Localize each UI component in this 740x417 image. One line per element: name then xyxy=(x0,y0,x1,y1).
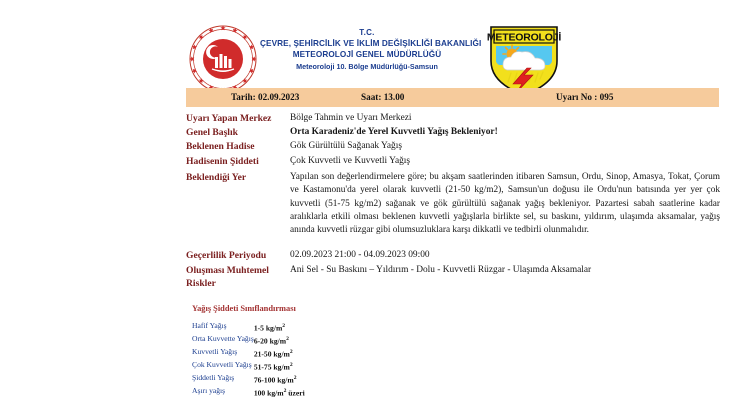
label-validity-period: Geçerlilik Periyodu xyxy=(186,249,267,261)
classification-row-value: 100 $kg/m^2$ üzeri xyxy=(253,387,305,398)
time-label: Saat: 13.00 xyxy=(361,92,405,102)
turkish-republic-emblem-icon xyxy=(186,24,260,94)
field-row-center xyxy=(186,112,726,125)
value-validity-period: 02.09.2023 21:00 - 04.09.2023 09:00 xyxy=(290,249,430,260)
classification-row-name: Orta Kuvvette Yağış xyxy=(192,333,254,343)
value-expected-area: Yapılan son değerlendirmelere göre; bu akşam saatlerinden itibaren Samsun, Ordu, Sinop, Amasya, Tokat, Çorum ve Kastamonu'da yerel olarak kuvvetli (21-50 kg/m2), Samsun'un doğusu ile Ordu'nun batısında yer yer çok kuvvetli (51-75 kg/m2) sağanak ve gök gürültülü sağanak yağış bekleniyor. Pazartesi sabah saatlerine kadar aralıklarla etkili olması beklenen kuvvetli yağışlarla birlikte sel, su baskını, yıldırım, ulaşımda aksamalar, yağış anında kuvvetli rüzgar gibi olumsuzluklara karşı dikkatli ve tedbirli olunmalıdır. xyxy=(290,171,720,236)
header-line-directorate: METEOROLOJİ GENEL MÜDÜRLÜĞÜ xyxy=(292,50,442,59)
field-row-risks xyxy=(186,264,726,290)
value-warning-center: Bölge Tahmin ve Uyarı Merkezi xyxy=(290,113,412,123)
date-info-bar xyxy=(186,88,719,107)
header-line-ministry: ÇEVRE, ŞEHİRCİLİK VE İKLİM DEĞİŞİKLİĞİ BAKANLIĞI xyxy=(260,39,482,48)
classification-row xyxy=(192,347,305,360)
field-row-event xyxy=(186,140,726,153)
classification-row-value: 76-100 $kg/m^2$ xyxy=(253,374,297,385)
label-expected-event: Beklenen Hadise xyxy=(186,141,255,153)
value-probable-risks: Ani Sel - Su Baskını – Yıldırım - Dolu - Kuvvetli Rüzgar - Ulaşımda Aksamalar xyxy=(290,265,592,276)
warning-fields xyxy=(186,112,726,291)
label-warning-center: Uyarı Yapan Merkez xyxy=(186,113,272,124)
classification-row xyxy=(192,360,305,373)
classification-row xyxy=(192,373,305,386)
header-line-region: Meteoroloji 10. Bölge Müdürlüğü-Samsun xyxy=(296,62,438,71)
field-row-validity xyxy=(186,249,726,262)
document-header xyxy=(0,10,740,84)
classification-row-value: 1-5 $kg/m^2$ xyxy=(253,323,286,333)
classification-row xyxy=(192,334,305,347)
classification-row-value: 51-75 $kg/m^2$ xyxy=(253,361,293,372)
classification-row xyxy=(192,386,305,399)
rainfall-classification xyxy=(192,304,305,399)
label-general-headline: Genel Başlık xyxy=(186,127,238,139)
classification-row-name: Aşırı yağış xyxy=(192,385,226,395)
value-event-severity: Çok Kuvvetli ve Kuvvetli Yağış xyxy=(290,155,411,166)
warning-number-label: Uyarı No : 095 xyxy=(556,92,614,102)
classification-row-value: 6-20 $kg/m^2$ xyxy=(253,335,289,346)
classification-table-body xyxy=(192,321,305,399)
label-expected-area: Beklendiği Yer xyxy=(186,171,247,183)
classification-row-name: Kuvvetli Yağış xyxy=(192,346,238,356)
label-probable-risks: Oluşması Muhtemel Riskler xyxy=(186,265,269,290)
field-row-severity xyxy=(186,155,726,168)
header-line-tc: T.C. xyxy=(359,28,375,37)
field-row-headline xyxy=(186,126,726,139)
field-row-area xyxy=(186,171,726,238)
classification-table xyxy=(192,321,305,399)
classification-row-name: Hafif Yağış xyxy=(192,321,227,330)
classification-row-value: 21-50 $kg/m^2$ xyxy=(253,348,293,359)
date-label: Tarih: 02.09.2023 xyxy=(231,92,300,102)
value-general-headline: Orta Karadeniz'de Yerel Kuvvetli Yağış Bekleniyor! xyxy=(290,127,498,138)
svg-text:METEOROLOJİ: METEOROLOJİ xyxy=(486,31,562,44)
classification-row-name: Şiddetli Yağış xyxy=(192,372,235,382)
classification-row xyxy=(192,321,305,334)
value-expected-event: Gök Gürültülü Sağanak Yağış xyxy=(290,141,402,152)
classification-title: Yağış Şiddeti Sınıflandırması xyxy=(192,304,296,313)
ministry-title-block xyxy=(260,28,482,72)
classification-row-name: Çok Kuvvetli Yağış xyxy=(192,359,252,369)
label-event-severity: Hadisenin Şiddeti xyxy=(186,155,259,167)
